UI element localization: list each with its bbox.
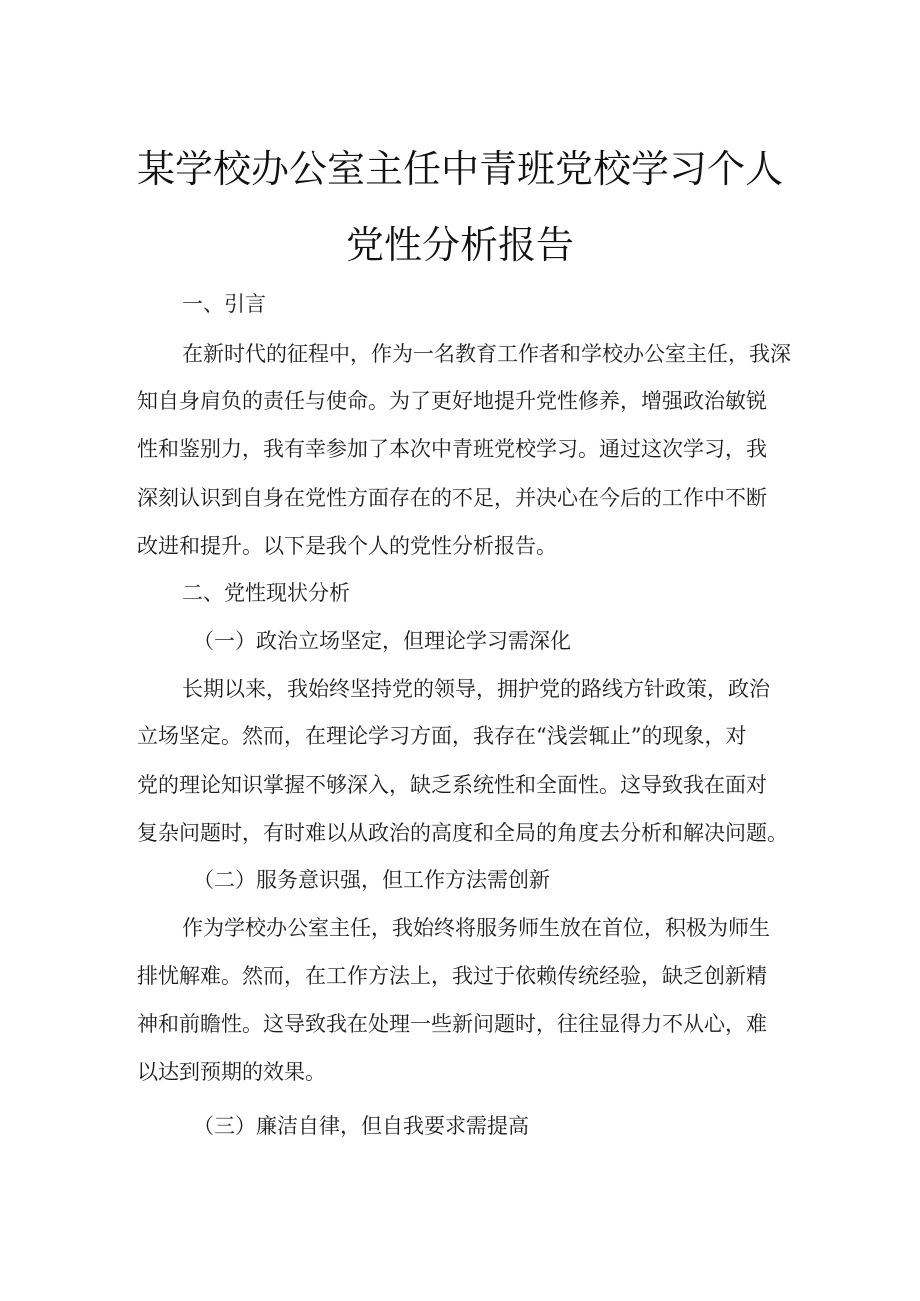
paragraph-line: 作为学校办公室主任，我始终将服务师生放在首位，积极为师生 <box>182 916 770 940</box>
paragraph-line: 性和鉴别力，我有幸参加了本次中青班党校学习。通过这次学习，我 <box>137 437 767 461</box>
subsection-heading-1: （一）政治立场坚定，但理论学习需深化 <box>193 629 571 653</box>
document-title-line-2: 党性分析报告 <box>345 223 574 267</box>
paragraph-line: 深刻认识到自身在党性方面存在的不足，并决心在今后的工作中不断 <box>137 486 767 510</box>
document-title-line-1: 某学校办公室主任中青班党校学习个人 <box>136 147 783 191</box>
section-heading-intro: 一、引言 <box>182 292 266 316</box>
paragraph-line: 长期以来，我始终坚持党的领导，拥护党的路线方针政策，政治 <box>182 677 770 701</box>
paragraph-line: 党的理论知识掌握不够深入，缺乏系统性和全面性。这导致我在面对 <box>137 773 767 797</box>
subsection-heading-3: （三）廉洁自律，但自我要求需提高 <box>193 1114 529 1138</box>
paragraph-line: 复杂问题时，有时难以从政治的高度和全局的角度去分析和解决问题。 <box>137 821 788 845</box>
paragraph-line: 以达到预期的效果。 <box>137 1060 326 1084</box>
subsection-heading-2: （二）服务意识强，但工作方法需创新 <box>193 868 550 892</box>
paragraph-line: 改进和提升。以下是我个人的党性分析报告。 <box>137 534 557 558</box>
paragraph-line: 知自身肩负的责任与使命。为了更好地提升党性修养，增强政治敏锐 <box>137 389 767 413</box>
paragraph-line: 排忧解难。然而，在工作方法上，我过于依赖传统经验，缺乏创新精 <box>137 964 767 988</box>
paragraph-line: 神和前瞻性。这导致我在处理一些新问题时，往往显得力不从心，难 <box>137 1012 767 1036</box>
section-heading-analysis: 二、党性现状分析 <box>182 581 350 605</box>
paragraph-line: 在新时代的征程中，作为一名教育工作者和学校办公室主任，我深 <box>182 342 791 366</box>
paragraph-line: 立场坚定。然而，在理论学习方面，我存在“浅尝辄止”的现象，对 <box>137 724 747 748</box>
